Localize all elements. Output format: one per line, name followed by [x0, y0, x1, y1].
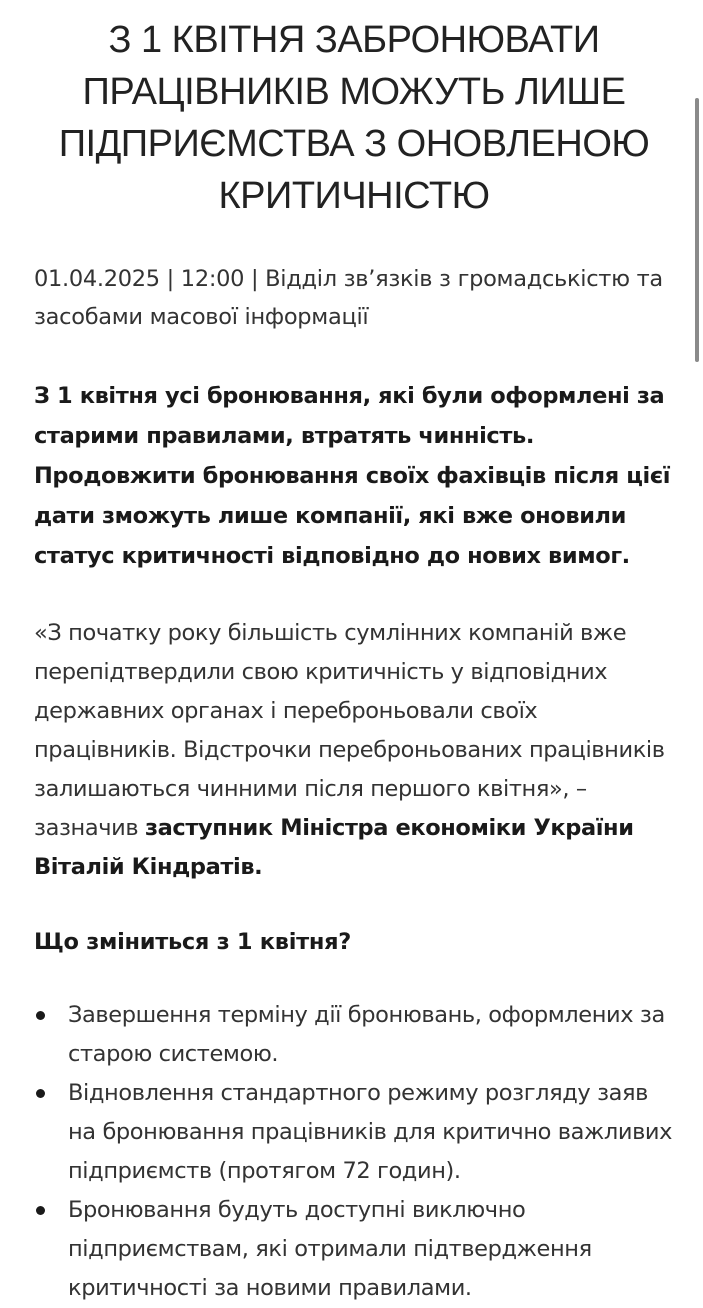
list-item [34, 996, 674, 1074]
quote-attribution: заступник Міністра економіки України Віталій Кіндратів. [34, 815, 634, 880]
article-meta: 01.04.2025 | 12:00 | Відділ зв’язків з громадськістю та засобами масової інформації [34, 266, 663, 330]
article [34, 0, 674, 1308]
changes-list [34, 996, 674, 1308]
list-item [34, 1191, 674, 1308]
list-item-text: Завершення терміну дії бронювань, оформлених за старою системою. [68, 1002, 665, 1067]
article-title: З 1 КВІТНЯ ЗАБРОНЮВАТИ ПРАЦІВНИКІВ МОЖУТЬ ЛИШЕ ПІДПРИЄМСТВА З ОНОВЛЕНОЮ КРИТИЧНІСТЮ [58, 19, 650, 217]
quote-text: «З початку року більшість сумлінних компаній вже перепідтвердили свою критичність у відповідних державних органах і переброньовали своїх працівників. Відстрочки переброньованих працівників залишаються чинними після першого квітня», – зазначив [34, 620, 665, 841]
bullet-icon [36, 1089, 45, 1098]
bullet-icon [36, 1011, 45, 1020]
list-item-text: Відновлення стандартного режиму розгляду заяв на бронювання працівників для критично важливих підприємств (протягом 72 годин). [68, 1080, 673, 1184]
article-quote [34, 614, 674, 887]
list-item [34, 1074, 674, 1191]
bullet-icon [36, 1206, 45, 1215]
article-lead: З 1 квітня усі бронювання, які були оформлені за старими правилами, втратять чинність. Продовжити бронювання своїх фахівців після цієї дати зможуть лише компанії, які вже оновили статус критичності відповідно до нових вимог. [34, 383, 671, 569]
list-item-text: Бронювання будуть доступні виключно підприємствам, які отримали підтвердження критичності за новими правилами. [68, 1197, 592, 1301]
vertical-scrollbar[interactable] [695, 98, 699, 362]
section-heading: Що зміниться з 1 квітня? [34, 929, 351, 955]
